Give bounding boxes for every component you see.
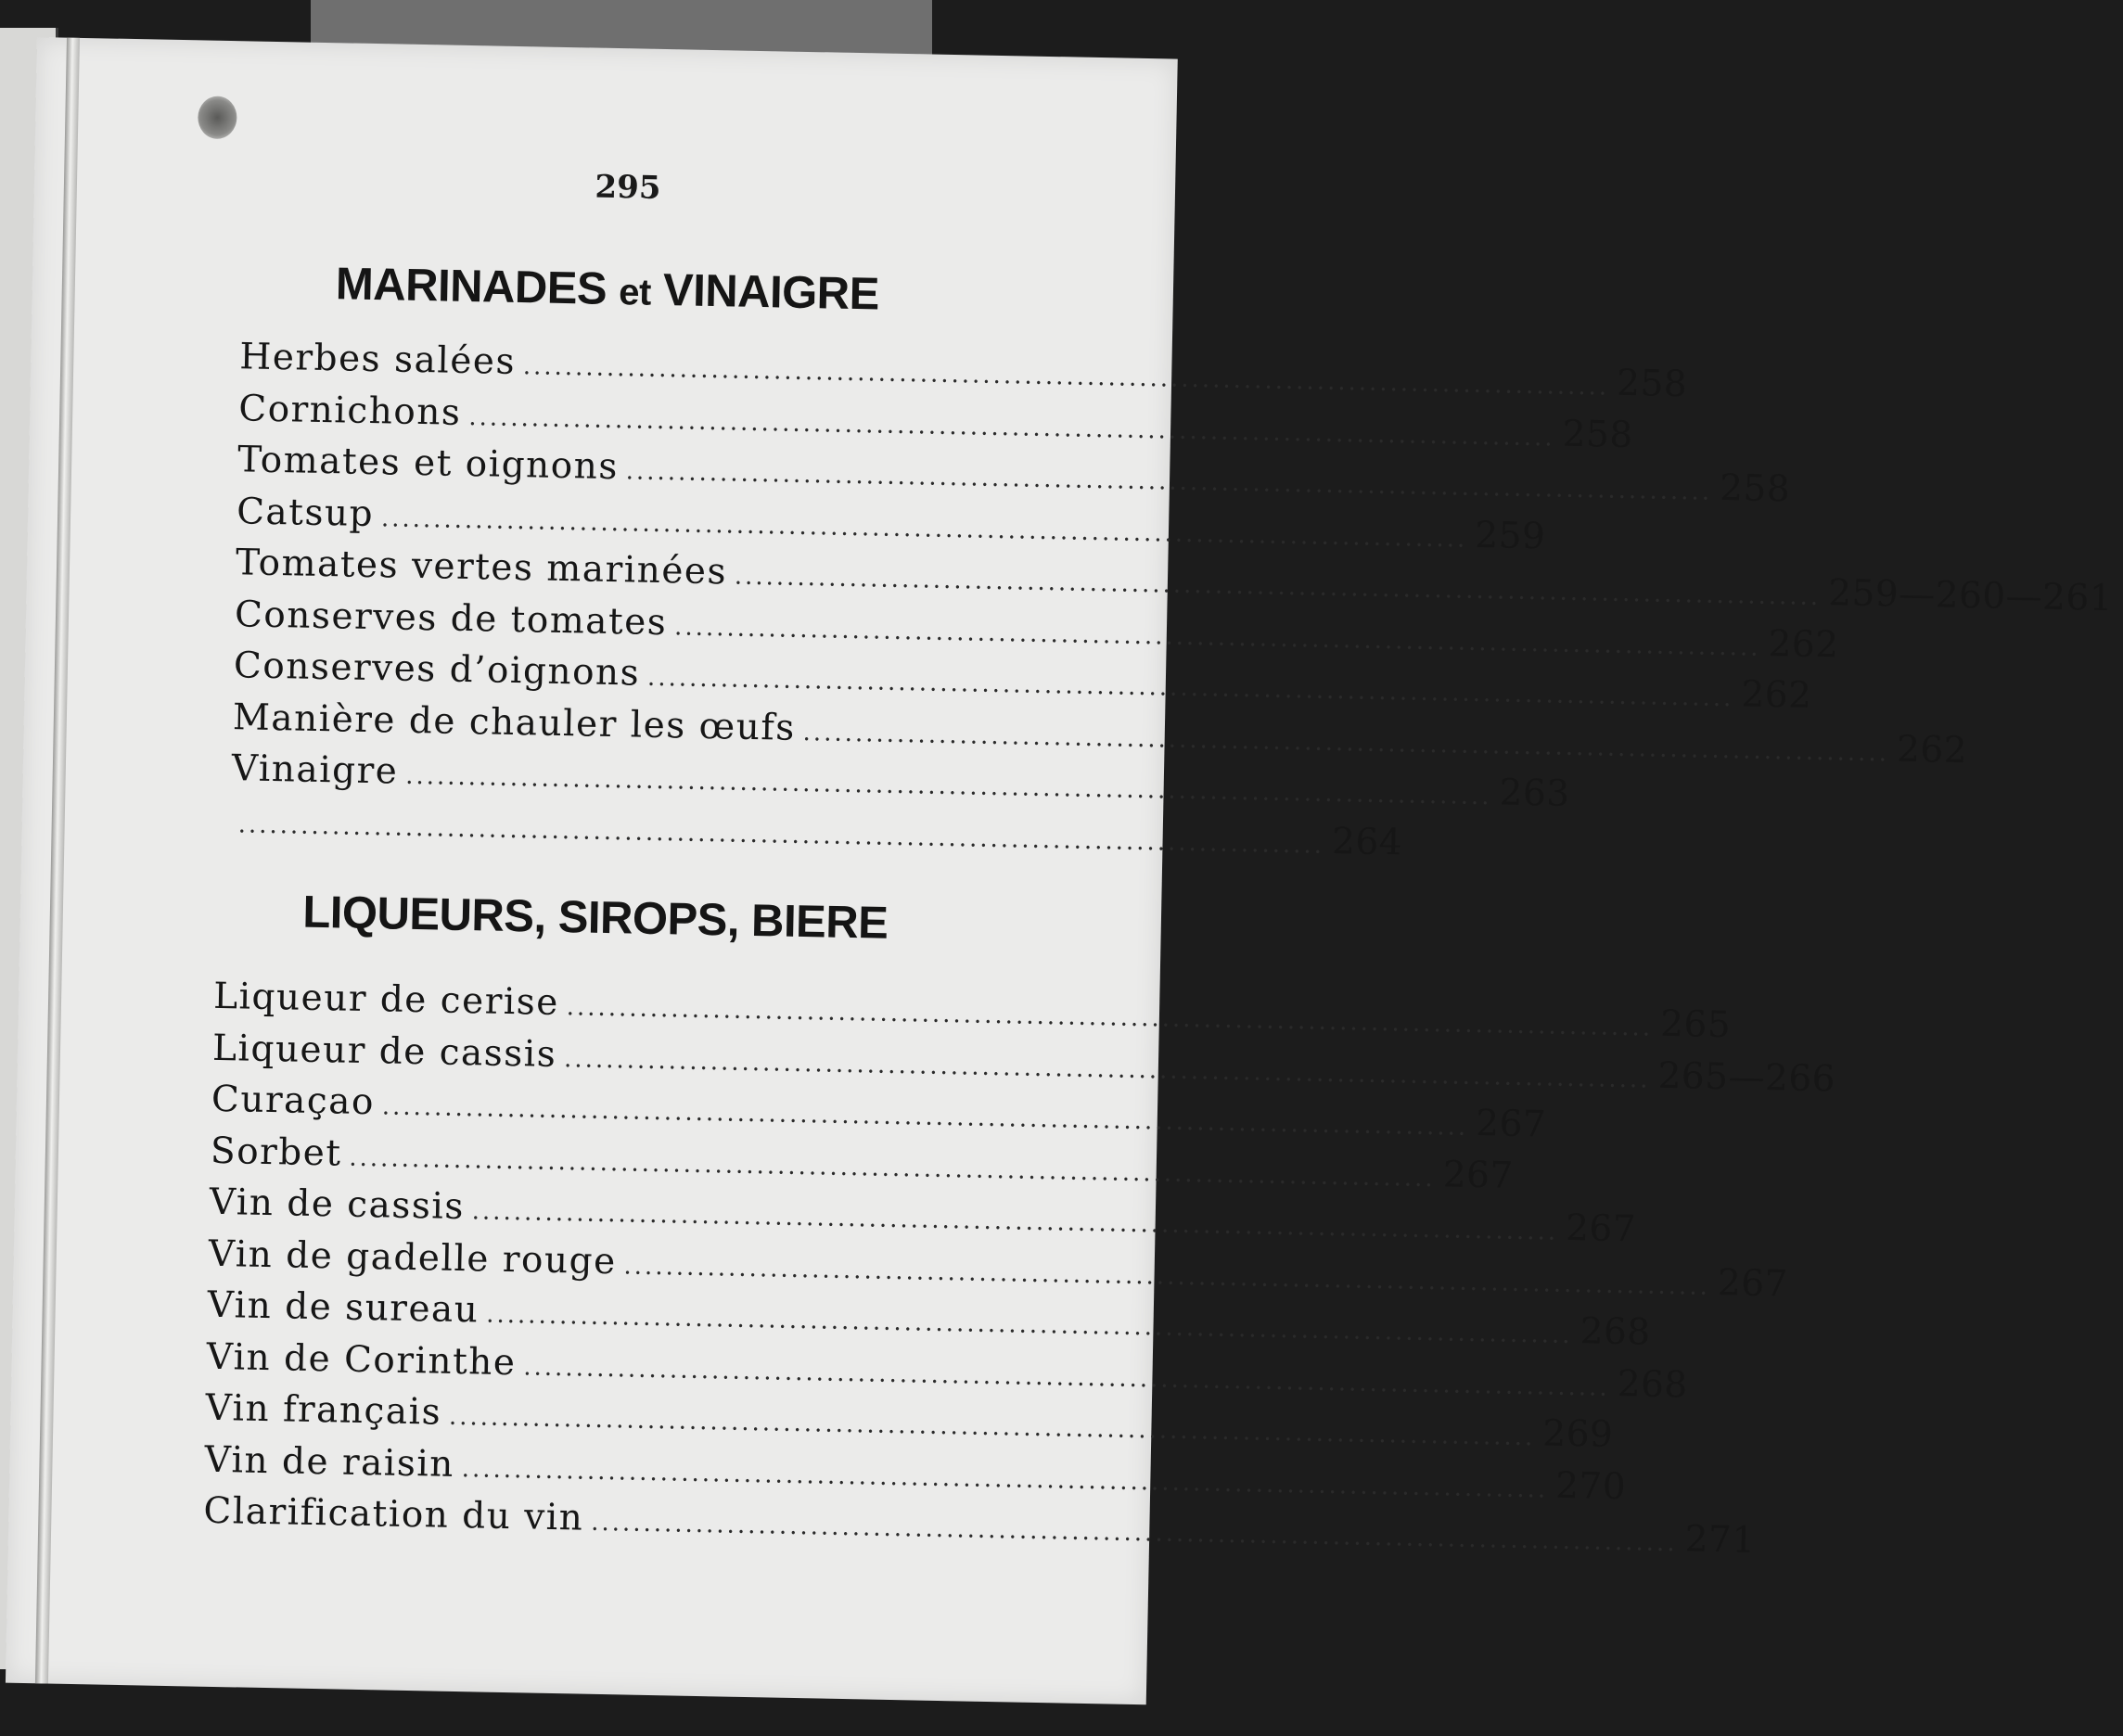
toc-entry-page: 269 <box>1541 1412 1614 1456</box>
toc-entry-label: Tomates et oignons <box>237 439 620 489</box>
toc-entry-label: Vinaigre <box>231 747 399 793</box>
toc-entry-page: 259—260—261 <box>1827 572 2114 620</box>
leader-dots: ........................................................................................................ <box>471 1197 1559 1246</box>
toc-entry-label: Conserves de tomates <box>234 593 668 644</box>
toc-entry-label: Manière de chauler les œufs <box>232 696 797 749</box>
leader-dots: ........................................................................................................ <box>566 993 1654 1042</box>
leader-dots: ........................................................................................................ <box>349 1143 1437 1193</box>
leader-dots: ........................................................................................................ <box>381 1092 1469 1142</box>
toc-entry-label: Vin de raisin <box>204 1438 455 1486</box>
leader-dots: ........................................................................................................ <box>673 612 1761 662</box>
toc-entry-page: 267 <box>1475 1103 1547 1146</box>
toc-entry-page: 258 <box>1616 362 1688 406</box>
toc-entry-page: 265 <box>1659 1002 1732 1047</box>
toc-entry-page: 270 <box>1554 1464 1627 1508</box>
toc-entry-label: Clarification du vin <box>203 1489 584 1539</box>
toc-entry-page: 263 <box>1499 772 1571 815</box>
toc-entry-page: 262 <box>1896 728 1968 772</box>
toc-list-marinades <box>230 336 2114 866</box>
leader-dots: ........................................................................................................ <box>646 663 1734 713</box>
toc-entry-label: Cornichons <box>237 387 462 434</box>
leader-dots: ........................................................................................................ <box>448 1402 1536 1452</box>
section-title-rest: VINAIGRE <box>662 265 880 320</box>
leader-dots: ........................................................................................................ <box>404 761 1492 811</box>
leader-dots: ........................................................................................................ <box>380 504 1468 554</box>
toc-entry-page: 258 <box>1562 413 1634 456</box>
toc-entry-page: 267 <box>1717 1261 1789 1305</box>
toc-entry-label: Liqueur de cerise <box>212 975 560 1024</box>
leader-dots: ........................................................................................................ <box>623 1251 1711 1301</box>
page-number: 295 <box>595 168 661 207</box>
leader-dots: ........................................................................................................ <box>485 1300 1573 1350</box>
toc-entry-page: 265—266 <box>1657 1054 1836 1100</box>
toc-entry-label: Vin de Corinthe <box>206 1335 517 1384</box>
section-title-main: LIQUEURS, SIROPS, BIERE <box>301 887 889 949</box>
section-title-joiner: et <box>618 272 652 313</box>
ink-stain <box>198 96 237 139</box>
leader-dots: ........................................................................................................ <box>237 810 1325 860</box>
toc-entry-label: Liqueur de cassis <box>211 1027 557 1076</box>
toc-entry-label: Herbes salées <box>238 336 517 383</box>
toc-list-liqueurs <box>203 975 1836 1562</box>
toc-entry-page: 267 <box>1442 1153 1515 1197</box>
leader-dots: ........................................................................................................ <box>522 352 1610 402</box>
toc-entry-page: 262 <box>1741 673 1812 717</box>
toc-entry-page: 267 <box>1565 1206 1637 1251</box>
leader-dots: ........................................................................................................ <box>625 457 1713 506</box>
section-title-main: MARINADES <box>335 259 607 314</box>
book-spine <box>35 38 80 1684</box>
toc-entry-label: Vin français <box>205 1386 442 1434</box>
toc-entry-label: Tomates vertes marinées <box>235 542 728 594</box>
section-title-liqueurs <box>131 883 1059 952</box>
section-title-marinades <box>143 254 1071 324</box>
toc-entry-label: Vin de cassis <box>209 1181 466 1229</box>
toc-entry-page: 271 <box>1684 1518 1757 1562</box>
toc-entry-page: 258 <box>1719 466 1791 511</box>
toc-entry-label: Curaçao <box>211 1078 376 1124</box>
toc-entry-label: Vin de gadelle rouge <box>208 1232 618 1283</box>
toc-entry-page: 268 <box>1617 1362 1689 1406</box>
toc-entry-label: Vin de sureau <box>207 1283 480 1332</box>
leader-dots: ........................................................................................................ <box>563 1044 1651 1094</box>
toc-entry-page: 264 <box>1331 820 1403 863</box>
leader-dots: ........................................................................................................ <box>461 1454 1549 1504</box>
toc-entry-label: Sorbet <box>210 1130 342 1175</box>
toc-entry-label: Conserves d’oignons <box>233 645 641 695</box>
leader-dots: ........................................................................................................ <box>523 1352 1611 1402</box>
leader-dots: ........................................................................................................ <box>591 1508 1678 1558</box>
leader-dots: ........................................................................................................ <box>802 718 1890 767</box>
toc-entry-page: 259 <box>1474 514 1546 557</box>
toc-entry-page: 268 <box>1579 1310 1652 1354</box>
toc-entry-page: 262 <box>1768 622 1839 666</box>
toc-entry-label: Catsup <box>236 490 375 535</box>
book-page <box>6 37 2114 1704</box>
leader-dots: ........................................................................................................ <box>734 562 1822 612</box>
leader-dots: ........................................................................................................ <box>468 402 1555 452</box>
